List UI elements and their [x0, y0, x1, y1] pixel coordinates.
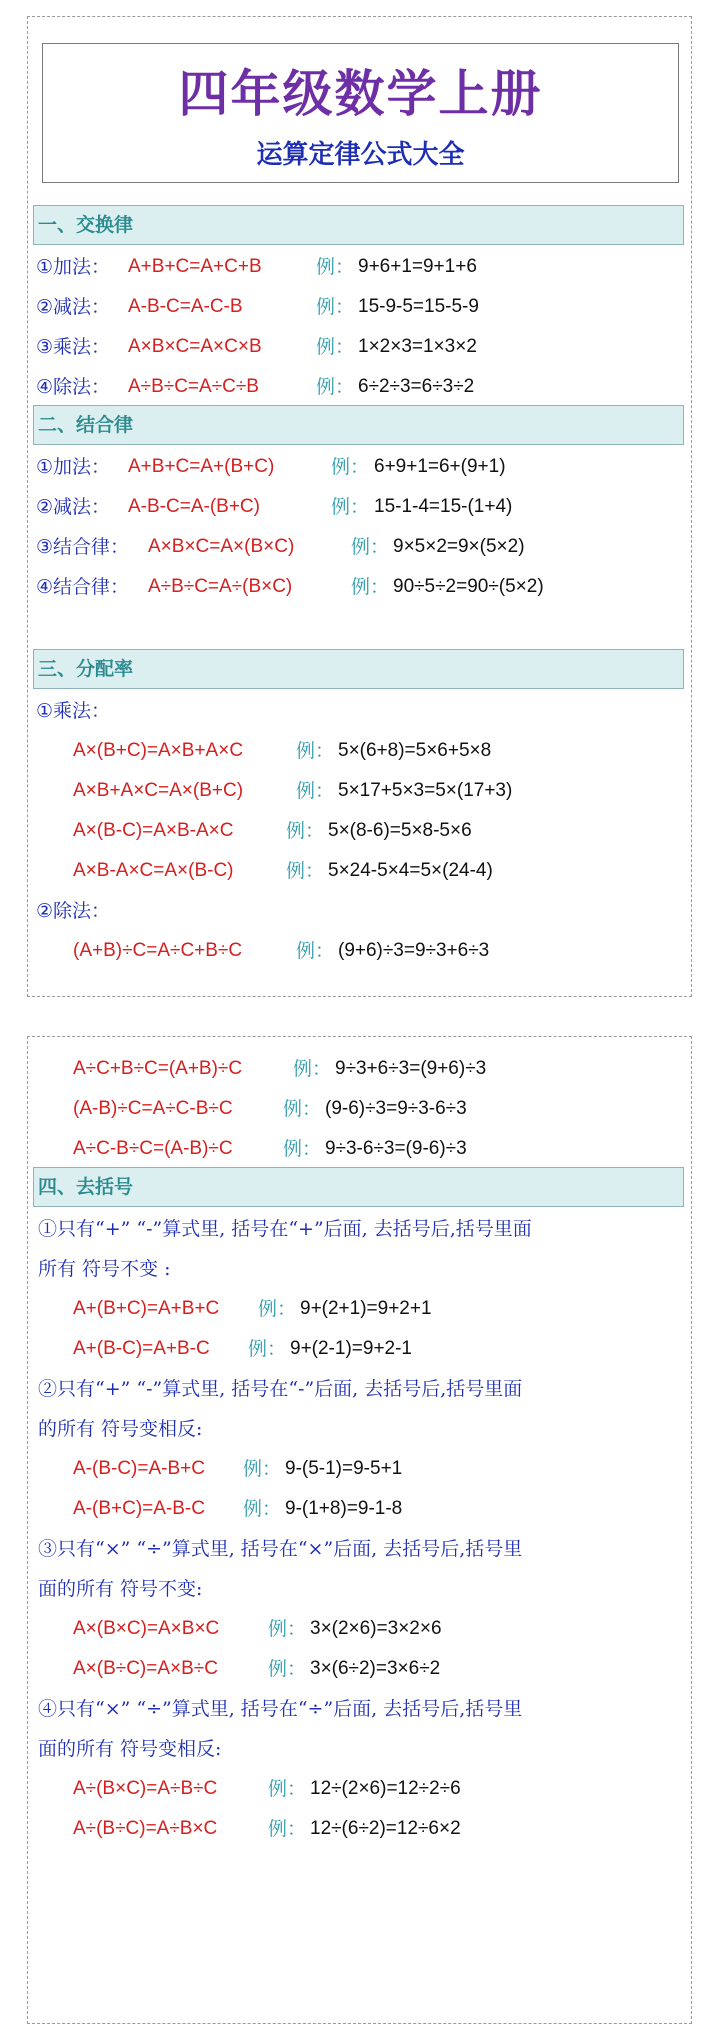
section-heading-distributive: 三、分配率 [33, 649, 684, 689]
formula-row [28, 1133, 688, 1165]
formula-row [28, 291, 688, 323]
formula-row [28, 1613, 688, 1645]
example-value: 12÷(6÷2)=12÷6×2 [310, 1818, 461, 1839]
formula: A×B-A×C=A×(B-C) [73, 860, 234, 881]
example-label: 例： [243, 1458, 282, 1480]
rule-text: ③只有“×” “÷”算式里, 括号在“×”后面, 去括号后,括号里 [38, 1538, 523, 1560]
example-label: 例： [316, 336, 355, 358]
example-label: 例： [268, 1818, 307, 1840]
example-value: 3×(2×6)=3×2×6 [310, 1618, 442, 1639]
example-value: 6÷2÷3=6÷3÷2 [358, 376, 475, 397]
formula-row [28, 815, 688, 847]
example-label: 例： [296, 940, 335, 962]
example-label: 例： [351, 536, 390, 558]
example-value: 6+9+1=6+(9+1) [374, 456, 506, 477]
formula: A÷(B×C)=A÷B÷C [73, 1778, 218, 1799]
formula: A÷B÷C=A÷C÷B [128, 376, 259, 397]
rule-text: ①只有“+” “-”算式里, 括号在“+”后面, 去括号后,括号里面 [38, 1218, 532, 1240]
formula-row [28, 451, 688, 483]
example-value: 9×5×2=9×(5×2) [393, 536, 525, 557]
page-2 [27, 1036, 692, 2024]
page-subtitle: 运算定律公式大全 [256, 140, 465, 170]
formula: A+B+C=A+(B+C) [128, 456, 275, 477]
example-value: 9÷3+6÷3=(9+6)÷3 [335, 1058, 487, 1079]
rule-text: 的所有 符号变相反: [38, 1418, 203, 1440]
example-label: 例： [296, 740, 335, 762]
row-label: ①加法： [36, 456, 111, 478]
row-label: ②减法： [36, 496, 111, 518]
example-value: 1×2×3=1×3×2 [358, 336, 477, 357]
formula: (A+B)÷C=A÷C+B÷C [73, 940, 243, 961]
example-label: 例： [286, 820, 325, 842]
example-value: (9-6)÷3=9÷3-6÷3 [325, 1098, 467, 1119]
formula-row [28, 1813, 688, 1845]
formula-row [28, 531, 688, 563]
row-label: ②减法： [36, 296, 111, 318]
formula-row [28, 371, 688, 403]
example-label: 例： [283, 1138, 322, 1160]
example-value: 9+(2+1)=9+2+1 [300, 1298, 432, 1319]
example-value: (9+6)÷3=9÷3+6÷3 [338, 940, 490, 961]
example-label: 例： [283, 1098, 322, 1120]
example-label: 例： [351, 576, 390, 598]
formula: A×B×C=A×C×B [128, 336, 262, 357]
row-label: ④除法： [36, 376, 111, 398]
row-label: ①乘法： [36, 700, 111, 722]
formula: A-(B-C)=A-B+C [73, 1458, 205, 1479]
rule-text: ④只有“×” “÷”算式里, 括号在“÷”后面, 去括号后,括号里 [38, 1698, 523, 1720]
formula: A-B-C=A-(B+C) [128, 496, 260, 517]
example-label: 例： [268, 1778, 307, 1800]
rule-text: 面的所有 符号变相反: [38, 1738, 222, 1760]
formula: A×B+A×C=A×(B+C) [73, 780, 244, 801]
example-value: 5×17+5×3=5×(17+3) [338, 780, 513, 801]
example-label: 例： [316, 256, 355, 278]
formula-row [28, 1773, 688, 1805]
formula-row [28, 775, 688, 807]
formula-row [28, 1493, 688, 1525]
row-label: ③结合律： [36, 536, 130, 558]
section-heading-remove-brackets: 四、去括号 [33, 1167, 684, 1207]
formula: A×(B÷C)=A×B÷C [73, 1658, 218, 1679]
formula-row [28, 1293, 688, 1325]
formula: A-(B+C)=A-B-C [73, 1498, 205, 1519]
example-label: 例： [316, 376, 355, 398]
title-box [42, 43, 679, 183]
example-value: 15-1-4=15-(1+4) [374, 496, 513, 517]
formula: A-B-C=A-C-B [128, 296, 243, 317]
row-label: ④结合律： [36, 576, 130, 598]
formula-row [28, 935, 688, 967]
formula: A×(B-C)=A×B-A×C [73, 820, 234, 841]
example-label: 例： [316, 296, 355, 318]
example-value: 9+6+1=9+1+6 [358, 256, 477, 277]
rule-text: ②只有“+” “-”算式里, 括号在“-”后面, 去括号后,括号里面 [38, 1378, 523, 1400]
formula: A÷(B÷C)=A÷B×C [73, 1818, 218, 1839]
formula: A×(B×C)=A×B×C [73, 1618, 220, 1639]
example-label: 例： [243, 1498, 282, 1520]
row-label: ③乘法： [36, 336, 111, 358]
example-value: 5×(8-6)=5×8-5×6 [328, 820, 472, 841]
formula: A×(B+C)=A×B+A×C [73, 740, 244, 761]
example-label: 例： [286, 860, 325, 882]
formula-row [28, 571, 688, 603]
example-value: 9-(5-1)=9-5+1 [285, 1458, 403, 1479]
example-value: 5×24-5×4=5×(24-4) [328, 860, 493, 881]
example-label: 例： [268, 1658, 307, 1680]
rule-text: 所有 符号不变 : [38, 1258, 171, 1280]
formula: A+(B+C)=A+B+C [73, 1298, 220, 1319]
formula-row [28, 1653, 688, 1685]
example-label: 例： [268, 1618, 307, 1640]
section-heading-commutative: 一、交换律 [33, 205, 684, 245]
example-label: 例： [293, 1058, 332, 1080]
formula: A+(B-C)=A+B-C [73, 1338, 210, 1359]
row-label: ②除法： [36, 900, 111, 922]
formula: A÷B÷C=A÷(B×C) [148, 576, 293, 597]
row-label: ①加法： [36, 256, 111, 278]
example-label: 例： [331, 496, 370, 518]
formula-row [28, 1453, 688, 1485]
formula: A÷C+B÷C=(A+B)÷C [73, 1058, 243, 1079]
formula-row [28, 1093, 688, 1125]
sub-heading-division [28, 895, 688, 927]
rule-text: 面的所有 符号不变: [38, 1578, 203, 1600]
example-label: 例： [258, 1298, 297, 1320]
example-value: 9+(2-1)=9+2-1 [290, 1338, 412, 1359]
example-value: 9÷3-6÷3=(9-6)÷3 [325, 1138, 467, 1159]
formula: A×B×C=A×(B×C) [148, 536, 295, 557]
formula-row [28, 855, 688, 887]
example-value: 3×(6÷2)=3×6÷2 [310, 1658, 441, 1679]
example-value: 15-9-5=15-5-9 [358, 296, 479, 317]
example-value: 9-(1+8)=9-1-8 [285, 1498, 403, 1519]
formula-row [28, 491, 688, 523]
sub-heading-multiplication [28, 695, 688, 727]
example-label: 例： [331, 456, 370, 478]
formula: A+B+C=A+C+B [128, 256, 262, 277]
example-label: 例： [296, 780, 335, 802]
formula-row [28, 1053, 688, 1085]
example-label: 例： [248, 1338, 287, 1360]
section-heading-associative: 二、结合律 [33, 405, 684, 445]
page-1 [27, 16, 692, 997]
formula: (A-B)÷C=A÷C-B÷C [73, 1098, 233, 1119]
formula-row [28, 251, 688, 283]
formula-row [28, 331, 688, 363]
formula-row [28, 735, 688, 767]
example-value: 12÷(2×6)=12÷2÷6 [310, 1778, 461, 1799]
example-value: 90÷5÷2=90÷(5×2) [393, 576, 544, 597]
formula-row [28, 1333, 688, 1365]
page-title: 四年级数学上册 [178, 64, 543, 123]
formula: A÷C-B÷C=(A-B)÷C [73, 1138, 233, 1159]
example-value: 5×(6+8)=5×6+5×8 [338, 740, 492, 761]
